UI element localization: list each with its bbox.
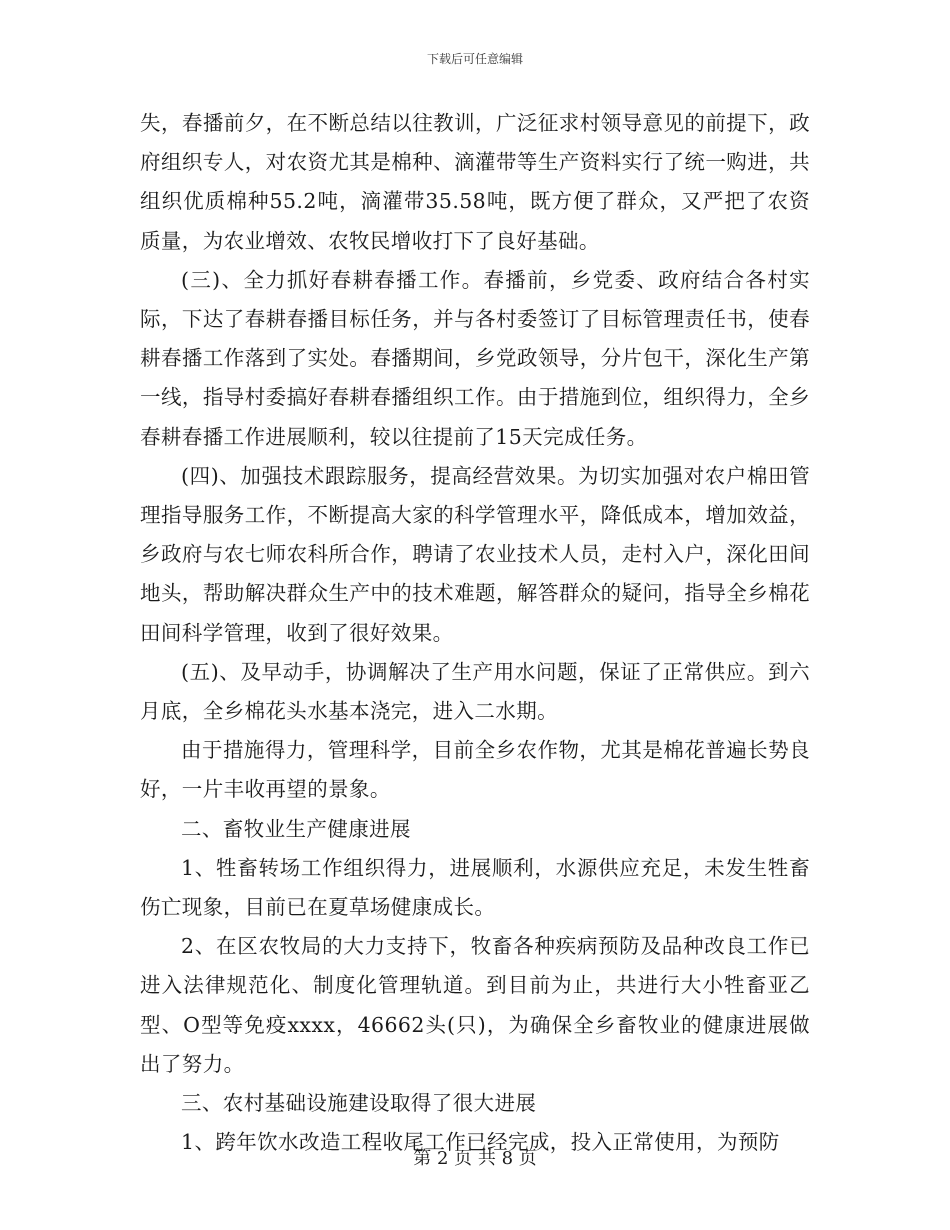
paragraph-water-project: 1、跨年饮水改造工程收尾工作已经完成，投入正常使用，为预防 [181, 1130, 780, 1155]
page-number: 第 2 页 共 8 页 [413, 1148, 537, 1169]
paragraph-disease-prevention: 2、在区农牧局的大力支持下，牧畜各种疾病预防及品种改良工作已进入法律规范化、制度化管理轨道。到目前为止，共进行大小牲畜亚乙型、O型等免疫xxxx，46662头(只)，为确保全乡畜牧业的健康进展做出了努力。 [140, 934, 810, 1076]
paragraph-crop-status: 由于措施得力，管理科学，目前全乡农作物，尤其是棉花普遍长势良好，一片丰收再望的景象。 [140, 738, 810, 802]
section-heading-livestock: 二、畜牧业生产健康进展 [181, 816, 411, 841]
paragraph-water-supply: (五)、及早动手，协调解决了生产用水问题，保证了正常供应。到六月底，全乡棉花头水基本浇完，进入二水期。 [140, 659, 810, 724]
paragraph-continued: 失，春播前夕，在不断总结以往教训，广泛征求村领导意见的前提下，政府组织专人，对农资尤其是棉种、滴灌带等生产资料实行了统一购进，共组织优质棉种55.2吨，滴灌带35.58吨，既方便了群众，又严把了农资质量，为农业增效、农牧民增收打下了良好基础。 [140, 111, 810, 253]
page-header: 下载后可任意编辑 [426, 52, 523, 66]
paragraph-livestock-transfer: 1、牲畜转场工作组织得力，进展顺利，水源供应充足，未发生牲畜伤亡现象，目前已在夏草场健康成长。 [140, 855, 810, 920]
section-heading-infrastructure: 三、农村基础设施建设取得了很大进展 [181, 1091, 537, 1116]
document-body [140, 104, 810, 1162]
paragraph-spring-sowing: (三)、全力抓好春耕春播工作。春播前，乡党委、政府结合各村实际，下达了春耕春播目标任务，并与各村委签订了目标管理责任书，使春耕春播工作落到了实处。春播期间，乡党政领导，分片包干，深化生产第一线，指导村委搞好春耕春播组织工作。由于措施到位，组织得力，全乡春耕春播工作进展顺利，较以往提前了15天完成任务。 [140, 267, 810, 449]
paragraph-technical-service: (四)、加强技术跟踪服务，提高经营效果。为切实加强对农户棉田管理指导服务工作，不断提高大家的科学管理水平，降低成本，增加效益，乡政府与农七师农科所合作，聘请了农业技术人员，走村入户，深化田间地头，帮助解决群众生产中的技术难题，解答群众的疑问，指导全乡棉花田间科学管理，收到了很好效果。 [140, 463, 810, 645]
